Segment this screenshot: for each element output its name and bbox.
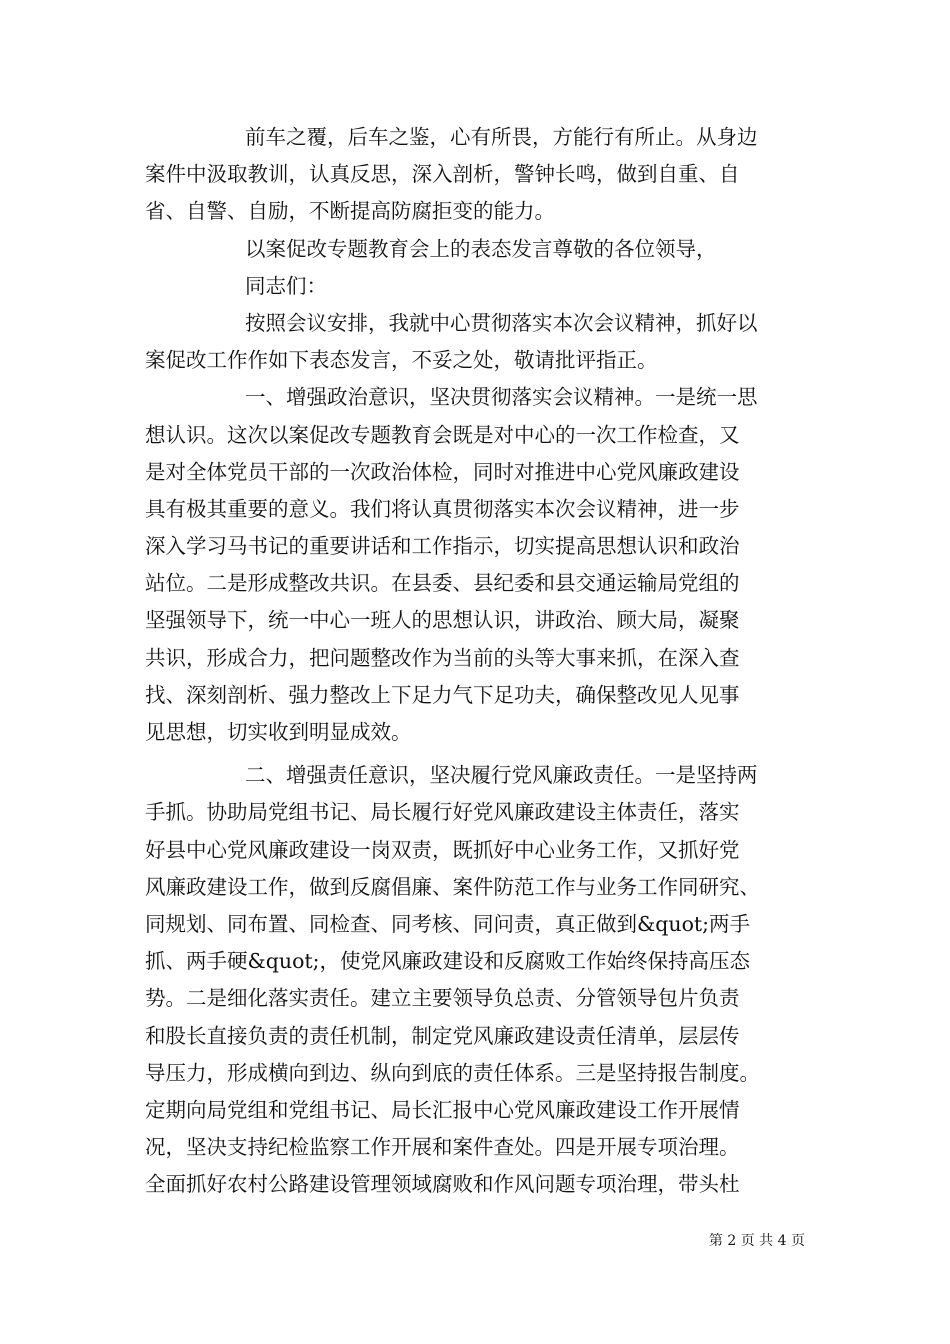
text-line: 二、增强责任意识，坚决履行党风廉政责任。一是坚持两 bbox=[245, 763, 758, 788]
text-line: 同志们： bbox=[245, 273, 327, 298]
text-line: 具有极其重要的意义。我们将认真贯彻落实本次会议精神，进一步 bbox=[145, 496, 740, 521]
text-line: 坚强领导下，统一中心一班人的思想认识，讲政治、顾大局，凝聚 bbox=[145, 608, 740, 633]
text-line: 案件中汲取教训，认真反思，深入剖析，警钟长鸣，做到自重、自 bbox=[145, 162, 740, 187]
text-line: 势。二是细化落实责任。建立主要领导负总责、分管领导包片负责 bbox=[145, 986, 740, 1011]
text-line: 深入学习马书记的重要讲话和工作指示，切实提高思想认识和政治 bbox=[145, 534, 740, 559]
text-line: 以案促改专题教育会上的表态发言尊敬的各位领导， bbox=[245, 236, 717, 261]
text-line: 抓、两手硬&quot;，使党风廉政建设和反腐败工作始终保持高压态 bbox=[145, 949, 751, 974]
text-line: 想认识。这次以案促改专题教育会既是对中心的一次工作检查，又 bbox=[145, 422, 740, 447]
text-line: 风廉政建设工作，做到反腐倡廉、案件防范工作与业务工作同研究、 bbox=[145, 874, 760, 899]
text-line: 共识，形成合力，把问题整改作为当前的头等大事来抓，在深入查 bbox=[145, 645, 740, 670]
text-line: 前车之覆，后车之鉴，心有所畏，方能行有所止。从身边 bbox=[245, 125, 758, 149]
text-line: 案促改工作作如下表态发言，不妥之处，敬请批评指正。 bbox=[145, 348, 658, 373]
text-line: 见思想，切实收到明显成效。 bbox=[145, 720, 412, 744]
text-line: 况，坚决支持纪检监察工作开展和案件查处。四是开展专项治理。 bbox=[145, 1135, 740, 1160]
text-line: 按照会议安排，我就中心贯彻落实本次会议精神，抓好以 bbox=[245, 310, 758, 335]
text-line: 导压力，形成横向到边、纵向到底的责任体系。三是坚持报告制度。 bbox=[145, 1060, 760, 1085]
text-line: 站位。二是形成整改共识。在县委、县纪委和县交通运输局党组的 bbox=[145, 571, 740, 596]
page-number: 第 2 页 共 4 页 bbox=[708, 1233, 805, 1249]
text-line: 手抓。协助局党组书记、局长履行好党风廉政建设主体责任，落实 bbox=[145, 800, 740, 825]
text-line: 定期向局党组和党组书记、局长汇报中心党风廉政建设工作开展情 bbox=[145, 1097, 740, 1122]
document-body bbox=[145, 119, 810, 1203]
text-line: 一、增强政治意识，坚决贯彻落实会议精神。一是统一思 bbox=[245, 385, 758, 410]
text-line: 全面抓好农村公路建设管理领域腐败和作风问题专项治理，带头杜 bbox=[145, 1172, 740, 1197]
text-line: 找、深刻剖析、强力整改上下足力气下足功夫，确保整改见人见事 bbox=[145, 682, 740, 707]
text-line: 是对全体党员干部的一次政治体检，同时对推进中心党风廉政建设 bbox=[145, 459, 740, 484]
text-line: 好县中心党风廉政建设一岗双责，既抓好中心业务工作，又抓好党 bbox=[145, 837, 740, 862]
text-line: 同规划、同布置、同检查、同考核、同问责，真正做到&quot;两手 bbox=[145, 911, 751, 936]
text-line: 和股长直接负责的责任机制，制定党风廉政建设责任清单，层层传 bbox=[145, 1023, 740, 1048]
text-line: 省、自警、自励，不断提高防腐拒变的能力。 bbox=[145, 199, 555, 224]
